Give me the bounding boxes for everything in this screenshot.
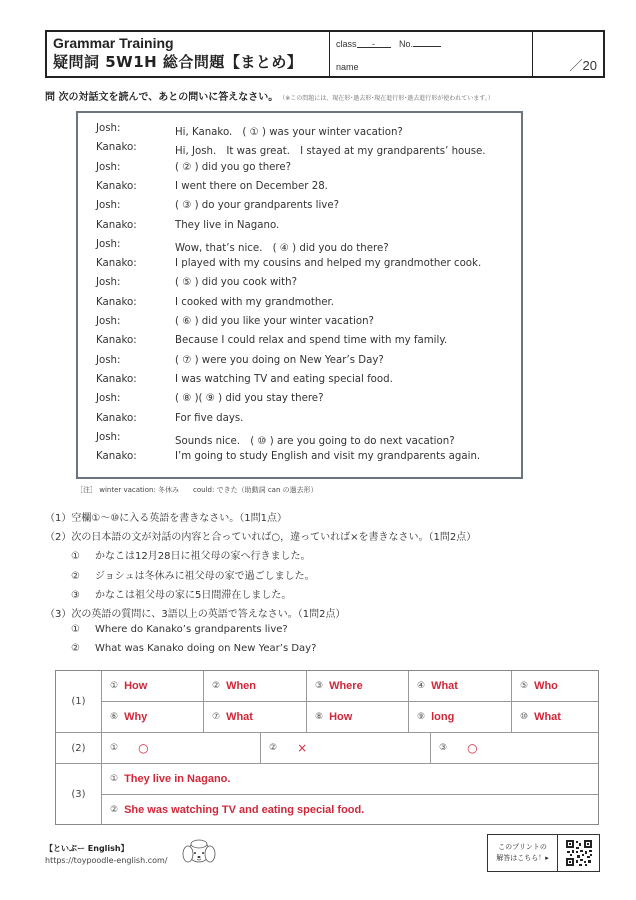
speaker-name: Josh: <box>96 123 121 134</box>
qr-code-icon[interactable] <box>565 839 593 867</box>
question-3-text: 次の英語の質問に、3語以上の英語で答えなさい。（1問2点） <box>71 609 346 620</box>
dialogue-text: ( ③ ) do your grandparents live? <box>175 200 340 212</box>
answer-number: ⑨ <box>417 712 426 722</box>
question-3-item <box>71 643 316 654</box>
answer-number: ② <box>212 681 221 691</box>
answer-number: ⑧ <box>315 712 324 722</box>
dialogue-line <box>78 413 521 432</box>
speaker-name: Josh: <box>96 316 121 327</box>
dialogue-text: ( ② ) did you go there? <box>175 161 292 173</box>
dialogue-line <box>78 200 521 219</box>
circle-mark: ○ <box>138 741 149 755</box>
dialogue-line <box>78 258 521 277</box>
answer-number: ① <box>110 681 119 691</box>
question-1 <box>45 509 287 524</box>
dialogue-text: For five days. <box>175 412 244 424</box>
dialogue-line <box>78 297 521 316</box>
dialogue-text: Wow, that’s nice. ( ④ ) did you do there? <box>175 242 389 254</box>
poodle-logo-icon <box>180 838 218 868</box>
answer-cell <box>512 702 598 733</box>
speaker-name: Josh: <box>96 238 121 250</box>
speaker-name: Josh: <box>96 161 121 173</box>
answer-cell <box>102 702 204 733</box>
answer-number: ② <box>269 743 278 753</box>
dialogue-text: They live in Nagano. <box>175 219 280 231</box>
dialogue-text: Sounds nice. ( ⑩ ) are you going to do next vacation? <box>175 435 455 447</box>
answer-text: What <box>226 711 253 723</box>
dialogue-line <box>78 393 521 412</box>
dialogue-line <box>78 316 521 335</box>
answer-link-line-1: このプリントの <box>498 843 547 851</box>
item-text: かなこは12月28日に祖父母の家へ行きました。 <box>95 551 311 562</box>
dialogue-line <box>78 181 521 200</box>
dialogue-text: ( ⑤ ) did you cook with? <box>175 277 297 289</box>
score-cell <box>533 32 603 76</box>
cross-mark: × <box>297 741 308 755</box>
answer-number: ① <box>110 774 119 784</box>
question-2-item <box>71 547 310 562</box>
answer-cell <box>409 702 512 733</box>
speaker-name: Kanako: <box>96 412 137 424</box>
item-text: かなこは祖父母の家に5日間滞在しました。 <box>95 590 292 601</box>
answer-cell <box>204 671 307 702</box>
dialogue-line <box>78 432 521 451</box>
worksheet-title: 疑問詞 5W1H 総合問題【まとめ】 <box>53 53 303 71</box>
answer-table <box>55 670 599 825</box>
instruction-note: （※この問題には、現在形･過去形･現在進行形･過去進行形が使われています。） <box>282 95 494 102</box>
item-number: ② <box>71 643 80 654</box>
dialogue-text: Hi, Josh. It was great. I stayed at my grandparents’ house. <box>175 146 486 158</box>
dialogue-text: I’m going to study English and visit my grandparents again. <box>175 451 481 463</box>
answer-text: Who <box>534 680 558 692</box>
answer-text: What <box>534 711 561 723</box>
question-3-number: （3） <box>45 609 72 620</box>
answer-number: ⑥ <box>110 712 119 722</box>
class-dash: - <box>372 39 376 49</box>
dialogue-line <box>78 239 521 258</box>
dialogue-line <box>78 142 521 161</box>
question-1-number: （1） <box>45 513 72 524</box>
item-text: Where do Kanako’s grandparents live? <box>95 624 288 635</box>
dialogue-line <box>78 123 521 142</box>
speaker-name: Kanako: <box>96 451 137 463</box>
question-2-item <box>71 586 291 601</box>
class-blank[interactable] <box>357 39 391 48</box>
item-text: What was Kanako doing on New Year’s Day? <box>95 643 317 654</box>
answer-text: What <box>431 680 458 692</box>
answer-cell <box>409 671 512 702</box>
site-url[interactable]: https://toypoodle-english.com/ <box>45 856 168 865</box>
question-2 <box>45 528 476 543</box>
instruction <box>45 88 494 103</box>
item-number: ② <box>71 571 80 582</box>
answer-cell <box>261 733 431 764</box>
speaker-name: Josh: <box>96 393 121 405</box>
dialogue-text: Hi, Kanako. ( ① ) was your winter vacation? <box>175 127 403 138</box>
dialogue-text: I played with my cousins and helped my grandmother cook. <box>175 258 482 270</box>
dialogue-text: ( ⑦ ) were you doing on New Year’s Day? <box>175 354 384 366</box>
answer-cell <box>431 733 598 764</box>
dialogue-line <box>78 451 521 470</box>
answer-part-2-label: (2) <box>56 733 102 764</box>
answer-cell <box>102 764 598 795</box>
speaker-name: Kanako: <box>96 142 137 154</box>
answer-number: ⑤ <box>520 681 529 691</box>
class-label: class <box>336 39 357 49</box>
dialogue-line <box>78 162 521 181</box>
answer-part-3-label: (3) <box>56 764 102 825</box>
answer-cell <box>512 671 598 702</box>
dialogue-line <box>78 220 521 239</box>
answer-number: ⑦ <box>212 712 221 722</box>
answer-text: Where <box>329 680 363 692</box>
worksheet-subtitle: Grammar Training <box>53 35 174 51</box>
dialogue-text: Because I could relax and spend time with my family. <box>175 335 448 347</box>
item-number: ① <box>71 624 80 635</box>
answer-number: ④ <box>417 681 426 691</box>
circle-mark: ○ <box>467 741 478 755</box>
number-blank[interactable] <box>413 38 441 47</box>
dialogue-text: I went there on December 28. <box>175 180 328 192</box>
answer-text: When <box>226 680 257 692</box>
question-1-text: 空欄①～⑩に入る英語を書きなさい。（1問1点） <box>71 513 288 524</box>
dialogue-line <box>78 355 521 374</box>
speaker-name: Kanako: <box>96 335 137 347</box>
name-label: name <box>336 62 359 72</box>
answer-link-line-2: 解答はこちら！▸ <box>496 854 549 862</box>
question-3 <box>45 605 345 620</box>
dialogue-text: I cooked with my grandmother. <box>175 296 335 308</box>
speaker-name: Kanako: <box>96 180 137 192</box>
class-name-cell <box>330 32 533 76</box>
answer-part-1-label: (1) <box>56 671 102 733</box>
answer-number: ③ <box>315 681 324 691</box>
speaker-name: Kanako: <box>96 373 137 385</box>
answer-text: Why <box>124 711 148 723</box>
item-text: ジョシュは冬休みに祖父母の家で過ごしました。 <box>95 571 315 582</box>
question-2-number: （2） <box>45 532 72 543</box>
answer-number: ② <box>110 805 119 815</box>
item-number: ③ <box>71 590 80 601</box>
brand-name: 【といぷー English】 <box>45 844 129 853</box>
score-total: ／20 <box>569 58 597 73</box>
item-number: ① <box>71 551 80 562</box>
speaker-name: Kanako: <box>96 296 137 308</box>
answer-number: ① <box>110 743 119 753</box>
speaker-name: Kanako: <box>96 258 137 270</box>
dialogue-text: ( ⑥ ) did you like your winter vacation? <box>175 316 374 327</box>
answer-cell <box>102 795 598 825</box>
speaker-name: Josh: <box>96 354 121 366</box>
dialogue-box <box>76 111 523 479</box>
speaker-name: Josh: <box>96 277 121 289</box>
title-cell <box>47 32 330 76</box>
footnote: ［注］ winter vacation: 冬休み could: できた（助動詞 can の過去形） <box>76 486 318 494</box>
worksheet-header <box>45 30 605 78</box>
answer-link-text <box>488 835 558 871</box>
number-label: No. <box>399 39 414 49</box>
speaker-name: Josh: <box>96 200 121 212</box>
qr-code-cell[interactable] <box>558 835 599 871</box>
instruction-text: 問 次の対話文を読んで、あとの問いに答えなさい。 <box>45 92 279 103</box>
dialogue-line <box>78 374 521 393</box>
answer-text: long <box>431 711 455 723</box>
answer-link-box[interactable] <box>487 834 600 872</box>
answer-cell <box>307 671 409 702</box>
answer-text: She was watching TV and eating special food. <box>124 804 365 816</box>
question-2-text: 次の日本語の文が対話の内容と合っていれば○，違っていれば×を書きなさい。（1問2点） <box>71 532 477 543</box>
answer-cell <box>307 702 409 733</box>
dialogue-text: ( ⑧ )( ⑨ ) did you stay there? <box>175 393 324 405</box>
speaker-name: Kanako: <box>96 219 137 231</box>
speaker-name: Josh: <box>96 431 121 443</box>
answer-cell <box>102 733 261 764</box>
answer-text: They live in Nagano. <box>124 773 231 785</box>
answer-number: ⑩ <box>520 712 529 722</box>
dialogue-line <box>78 335 521 354</box>
answer-text: How <box>329 711 353 723</box>
question-3-item <box>71 624 288 635</box>
dialogue-text: I was watching TV and eating special food. <box>175 373 393 385</box>
answer-text: How <box>124 680 148 692</box>
answer-cell <box>204 702 307 733</box>
answer-number: ③ <box>439 743 448 753</box>
dialogue-line <box>78 277 521 296</box>
question-2-item <box>71 567 315 582</box>
answer-cell <box>102 671 204 702</box>
